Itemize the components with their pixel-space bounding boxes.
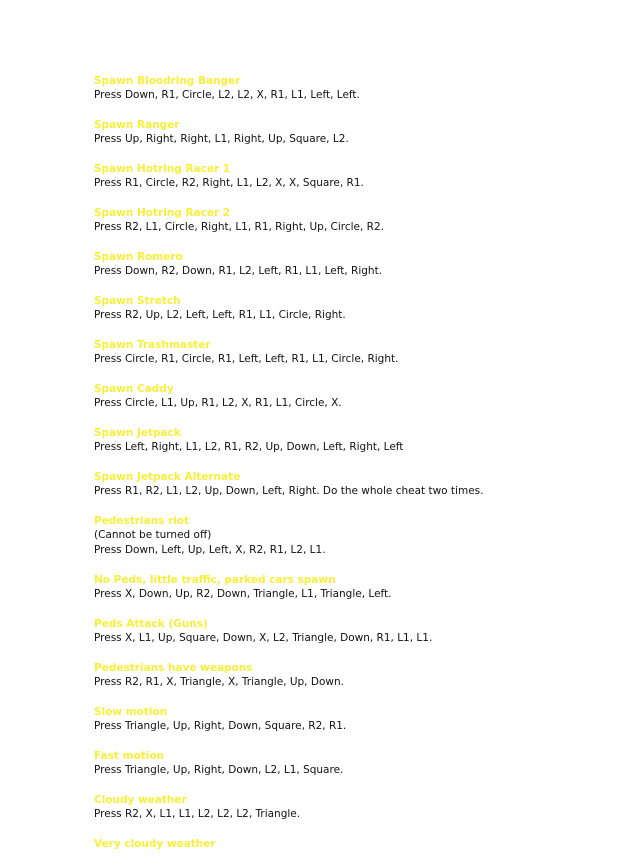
cheat-entry <box>94 514 614 558</box>
cheat-instruction: Press R1, Circle, R2, Right, L1, L2, X, X, Square, R1. <box>94 177 364 189</box>
cheat-instruction: Press R2, Up, L2, Left, Left, R1, L1, Circle, Right. <box>94 309 346 321</box>
cheat-instruction: Press X, L1, Up, Square, Down, X, L2, Triangle, Down, R1, L1, L1. <box>94 632 433 644</box>
cheat-entry <box>94 118 614 147</box>
cheat-entry <box>94 617 614 646</box>
cheat-entry <box>94 250 614 279</box>
cheat-entry <box>94 837 614 851</box>
cheat-entry <box>94 162 614 191</box>
cheat-title: Spawn Trashmaster <box>94 339 211 351</box>
cheat-title: Spawn Caddy <box>94 383 174 395</box>
cheat-instruction: Press R2, X, L1, L1, L2, L2, L2, Triangle. <box>94 808 301 820</box>
cheat-entry <box>94 74 614 103</box>
cheat-instruction: Press R2, R1, X, Triangle, X, Triangle, Up, Down. <box>94 676 344 688</box>
cheat-title: Spawn Romero <box>94 251 183 263</box>
cheat-entry <box>94 206 614 235</box>
cheat-instruction: Press Circle, R1, Circle, R1, Left, Left, R1, L1, Circle, Right. <box>94 353 399 365</box>
cheat-entry <box>94 661 614 690</box>
cheat-instruction: Press Down, R2, Down, R1, L2, Left, R1, L1, Left, Right. <box>94 265 383 277</box>
cheat-title: Fast motion <box>94 750 165 762</box>
cheat-title: Spawn Stretch <box>94 295 181 307</box>
cheat-entry <box>94 338 614 367</box>
cheat-title: Spawn Jetpack <box>94 427 181 439</box>
cheat-title: Spawn Jetpack Alternate <box>94 471 241 483</box>
cheat-title: Spawn Bloodring Banger <box>94 75 241 87</box>
cheat-instruction: Press Down, R1, Circle, L2, L2, X, R1, L1, Left, Left. <box>94 89 360 101</box>
cheat-entry <box>94 705 614 734</box>
cheat-entry <box>94 294 614 323</box>
cheat-instruction: Press Up, Right, Right, L1, Right, Up, Square, L2. <box>94 133 349 145</box>
cheat-entry <box>94 382 614 411</box>
cheat-title: Peds Attack (Guns) <box>94 618 208 630</box>
cheat-title: Spawn Hotring Racer 2 <box>94 207 231 219</box>
cheat-instruction: Press Down, Left, Up, Left, X, R2, R1, L2, L1. <box>94 544 326 556</box>
cheat-entry <box>94 426 614 455</box>
cheat-title: Spawn Hotring Racer 1 <box>94 163 231 175</box>
cheat-instruction: Press Circle, L1, Up, R1, L2, X, R1, L1, Circle, X. <box>94 397 342 409</box>
cheat-entry <box>94 573 614 602</box>
cheat-title: Spawn Ranger <box>94 119 180 131</box>
cheat-instruction: Press R1, R2, L1, L2, Up, Down, Left, Right. Do the whole cheat two times. <box>94 485 484 497</box>
cheat-title: Slow motion <box>94 706 168 718</box>
cheat-title: Pedestrians have weapons <box>94 662 253 674</box>
cheat-instruction: (Cannot be turned off) <box>94 529 212 541</box>
cheat-instruction: Press X, Down, Up, R2, Down, Triangle, L1, Triangle, Left. <box>94 588 392 600</box>
cheat-entry <box>94 749 614 778</box>
cheat-entry <box>94 470 614 499</box>
cheat-title: Cloudy weather <box>94 794 187 806</box>
cheat-instruction: Press Triangle, Up, Right, Down, L2, L1, Square. <box>94 764 344 776</box>
cheat-code-document <box>94 74 614 866</box>
cheat-title: No Peds, little traffic, parked cars spawn <box>94 574 336 586</box>
cheat-instruction: Press R2, L1, Circle, Right, L1, R1, Right, Up, Circle, R2. <box>94 221 384 233</box>
cheat-title: Pedestrians riot <box>94 515 189 527</box>
cheat-entry <box>94 793 614 822</box>
cheat-instruction: Press Left, Right, L1, L2, R1, R2, Up, Down, Left, Right, Left <box>94 441 404 453</box>
cheat-instruction: Press Triangle, Up, Right, Down, Square, R2, R1. <box>94 720 347 732</box>
cheat-title: Very cloudy weather <box>94 838 216 850</box>
